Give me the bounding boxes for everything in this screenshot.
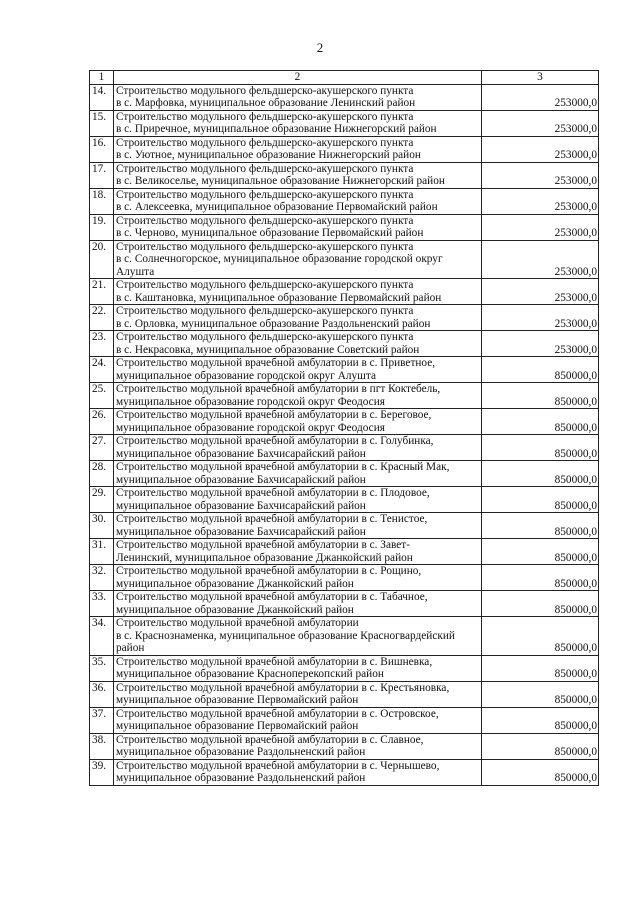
description-line: в с. Каштановка, муниципальное образование Первомайский район	[116, 291, 442, 304]
row-number: 15.	[90, 110, 114, 136]
table-row	[90, 487, 599, 513]
row-description	[114, 383, 482, 409]
construction-table	[89, 70, 599, 786]
table-row	[90, 435, 599, 461]
row-description	[114, 539, 482, 565]
description-line: Строительство модульного фельдшерско-акушерского пункта	[116, 240, 414, 253]
row-description	[114, 565, 482, 591]
row-amount: 850000,0	[482, 681, 599, 707]
header-row	[90, 71, 599, 85]
row-number: 28.	[90, 461, 114, 487]
table-row	[90, 188, 599, 214]
description-line: муниципальное образование Джанкойский район	[116, 577, 354, 590]
description-line: Строительство модульной врачебной амбулатории	[116, 617, 359, 629]
table-row	[90, 383, 599, 409]
description-line: Строительство модульной врачебной амбулатории в с. Береговое,	[116, 409, 432, 421]
description-line: Строительство модульного фельдшерско-акушерского пункта	[116, 110, 414, 123]
description-line: Строительство модульной врачебной амбулатории в с. Красный Мак,	[116, 461, 450, 473]
description-line: муниципальное образование Бахчисарайский район	[116, 447, 366, 460]
row-description	[114, 461, 482, 487]
row-number: 38.	[90, 733, 114, 759]
table-row	[90, 331, 599, 357]
row-number: 32.	[90, 565, 114, 591]
table-body	[90, 84, 599, 785]
description-line: Строительство модульной врачебной амбулатории в с. Рощино,	[116, 565, 422, 577]
description-line: Строительство модульной врачебной амбулатории в пгт Коктебель,	[116, 383, 441, 395]
row-amount: 850000,0	[482, 655, 599, 681]
row-amount: 850000,0	[482, 707, 599, 733]
row-description	[114, 487, 482, 513]
description-line: в с. Приречное, муниципальное образование Нижнегорский район	[116, 123, 437, 135]
description-line: Строительство модульного фельдшерско-акушерского пункта	[116, 188, 414, 201]
table-row	[90, 539, 599, 565]
description-line: в с. Марфовка, муниципальное образование Ленинский район	[116, 97, 416, 109]
row-description	[114, 331, 482, 357]
row-description	[114, 110, 482, 136]
description-line: в с. Алексеевка, муниципальное образование Первомайский район	[116, 201, 438, 213]
row-amount: 850000,0	[482, 591, 599, 617]
row-amount: 253000,0	[482, 240, 599, 279]
table-row	[90, 110, 599, 136]
description-line: Строительство модульной врачебной амбулатории в с. Крестьяновка,	[116, 681, 450, 694]
row-amount: 850000,0	[482, 357, 599, 383]
description-line: в с. Черново, муниципальное образование Первомайский район	[116, 227, 424, 239]
table-row	[90, 681, 599, 707]
row-number: 14.	[90, 84, 114, 110]
description-line: муниципальное образование городской округ Феодосия	[116, 395, 385, 408]
row-number: 37.	[90, 707, 114, 733]
header-col-3: 3	[482, 71, 599, 85]
description-line: Строительство модульной врачебной амбулатории в с. Приветное,	[116, 357, 436, 369]
description-line: муниципальное образование Первомайский район	[116, 720, 359, 732]
header-col-1: 1	[90, 71, 114, 85]
row-description	[114, 162, 482, 188]
table-row	[90, 136, 599, 162]
description-line: муниципальное образование Бахчисарайский район	[116, 473, 366, 486]
row-number: 30.	[90, 513, 114, 539]
description-line: муниципальное образование городской округ Феодосия	[116, 421, 385, 434]
row-amount: 850000,0	[482, 733, 599, 759]
row-number: 27.	[90, 435, 114, 461]
row-number: 16.	[90, 136, 114, 162]
description-line: муниципальное образование Бахчисарайский район	[116, 525, 366, 538]
row-description	[114, 707, 482, 733]
table-row	[90, 565, 599, 591]
description-line: муниципальное образование Раздольненский район	[116, 746, 366, 758]
row-number: 24.	[90, 357, 114, 383]
row-number: 25.	[90, 383, 114, 409]
description-line: в с. Краснознаменка, муниципальное образование Красногвардейский	[116, 629, 455, 642]
row-description	[114, 591, 482, 617]
row-amount: 253000,0	[482, 279, 599, 305]
row-number: 23.	[90, 331, 114, 357]
row-amount: 850000,0	[482, 435, 599, 461]
row-amount: 253000,0	[482, 305, 599, 331]
description-line: Строительство модульной врачебной амбулатории в с. Чернышево,	[116, 759, 440, 772]
row-description	[114, 357, 482, 383]
row-number: 26.	[90, 409, 114, 435]
description-line: Строительство модульного фельдшерско-акушерского пункта	[116, 279, 414, 291]
table-row	[90, 240, 599, 279]
description-line: Строительство модульного фельдшерско-акушерского пункта	[116, 136, 414, 149]
description-line: муниципальное образование Красноперекопский район	[116, 668, 384, 680]
row-number: 36.	[90, 681, 114, 707]
description-line: Ленинский, муниципальное образование Джанкойский район	[116, 551, 413, 564]
row-number: 18.	[90, 188, 114, 214]
row-number: 39.	[90, 759, 114, 785]
row-amount: 253000,0	[482, 214, 599, 240]
row-number: 35.	[90, 655, 114, 681]
row-number: 22.	[90, 305, 114, 331]
table-row	[90, 707, 599, 733]
table-row	[90, 759, 599, 785]
row-description	[114, 214, 482, 240]
table-row	[90, 655, 599, 681]
row-number: 34.	[90, 617, 114, 656]
description-line: в с. Некрасовка, муниципальное образование Советский район	[116, 343, 420, 356]
row-description	[114, 733, 482, 759]
table-row	[90, 733, 599, 759]
table-row	[90, 305, 599, 331]
table-row	[90, 617, 599, 656]
table-row	[90, 591, 599, 617]
description-line: муниципальное образование Первомайский район	[116, 694, 359, 706]
description-line: муниципальное образование Раздольненский район	[116, 772, 366, 784]
row-amount: 850000,0	[482, 539, 599, 565]
row-description	[114, 655, 482, 681]
row-description	[114, 617, 482, 656]
description-line: район	[116, 642, 145, 654]
description-line: Строительство модульной врачебной амбулатории в с. Славное,	[116, 733, 424, 746]
row-number: 31.	[90, 539, 114, 565]
row-amount: 850000,0	[482, 513, 599, 539]
row-description	[114, 409, 482, 435]
row-amount: 253000,0	[482, 110, 599, 136]
row-amount: 850000,0	[482, 487, 599, 513]
row-description	[114, 279, 482, 305]
description-line: Строительство модульного фельдшерско-акушерского пункта	[116, 162, 414, 175]
row-number: 17.	[90, 162, 114, 188]
description-line: Строительство модульного фельдшерско-акушерского пункта	[116, 214, 414, 227]
row-description	[114, 305, 482, 331]
row-number: 29.	[90, 487, 114, 513]
row-amount: 253000,0	[482, 136, 599, 162]
description-line: муниципальное образование городской округ Алушта	[116, 369, 376, 382]
row-description	[114, 435, 482, 461]
row-amount: 253000,0	[482, 84, 599, 110]
row-amount: 850000,0	[482, 759, 599, 785]
row-number: 20.	[90, 240, 114, 279]
row-description	[114, 681, 482, 707]
table-row	[90, 162, 599, 188]
description-line: в с. Солнечногорское, муниципальное образование городской округ	[116, 253, 443, 265]
description-line: в с. Великоселье, муниципальное образование Нижнегорский район	[116, 175, 445, 187]
table-row	[90, 279, 599, 305]
description-line: Строительство модульной врачебной амбулатории в с. Плодовое,	[116, 487, 430, 499]
row-amount: 253000,0	[482, 162, 599, 188]
row-description	[114, 240, 482, 279]
description-line: Строительство модульной врачебной амбулатории в с. Табачное,	[116, 591, 428, 603]
row-number: 33.	[90, 591, 114, 617]
row-amount: 253000,0	[482, 188, 599, 214]
row-amount: 850000,0	[482, 409, 599, 435]
description-line: в с. Орловка, муниципальное образование Раздольненский район	[116, 317, 431, 330]
row-amount: 850000,0	[482, 617, 599, 656]
row-description	[114, 759, 482, 785]
description-line: Строительство модульной врачебной амбулатории в с. Голубинка,	[116, 435, 434, 447]
table-row	[90, 214, 599, 240]
description-line: Строительство модульного фельдшерско-акушерского пункта	[116, 84, 414, 97]
row-description	[114, 188, 482, 214]
row-description	[114, 513, 482, 539]
row-description	[114, 136, 482, 162]
description-line: Строительство модульного фельдшерско-акушерского пункта	[116, 305, 414, 317]
description-line: Строительство модульной врачебной амбулатории в с. Островское,	[116, 707, 439, 720]
description-line: муниципальное образование Бахчисарайский район	[116, 499, 366, 512]
table-row	[90, 513, 599, 539]
row-number: 19.	[90, 214, 114, 240]
header-col-2: 2	[114, 71, 482, 85]
description-line: муниципальное образование Джанкойский район	[116, 603, 354, 616]
description-line: Строительство модульной врачебной амбулатории в с. Вишневка,	[116, 655, 433, 668]
row-amount: 850000,0	[482, 461, 599, 487]
table-row	[90, 84, 599, 110]
description-line: Строительство модульной врачебной амбулатории в с. Тенистое,	[116, 513, 428, 525]
row-amount: 850000,0	[482, 565, 599, 591]
table-row	[90, 461, 599, 487]
row-number: 21.	[90, 279, 114, 305]
row-amount: 850000,0	[482, 383, 599, 409]
description-line: Алушта	[116, 265, 155, 278]
row-amount: 253000,0	[482, 331, 599, 357]
description-line: Строительство модульной врачебной амбулатории в с. Завет-	[116, 539, 410, 551]
description-line: в с. Уютное, муниципальное образование Нижнегорский район	[116, 149, 421, 161]
row-description	[114, 84, 482, 110]
table-row	[90, 409, 599, 435]
description-line: Строительство модульного фельдшерско-акушерского пункта	[116, 331, 414, 343]
page-number: 2	[316, 40, 324, 55]
table-row	[90, 357, 599, 383]
